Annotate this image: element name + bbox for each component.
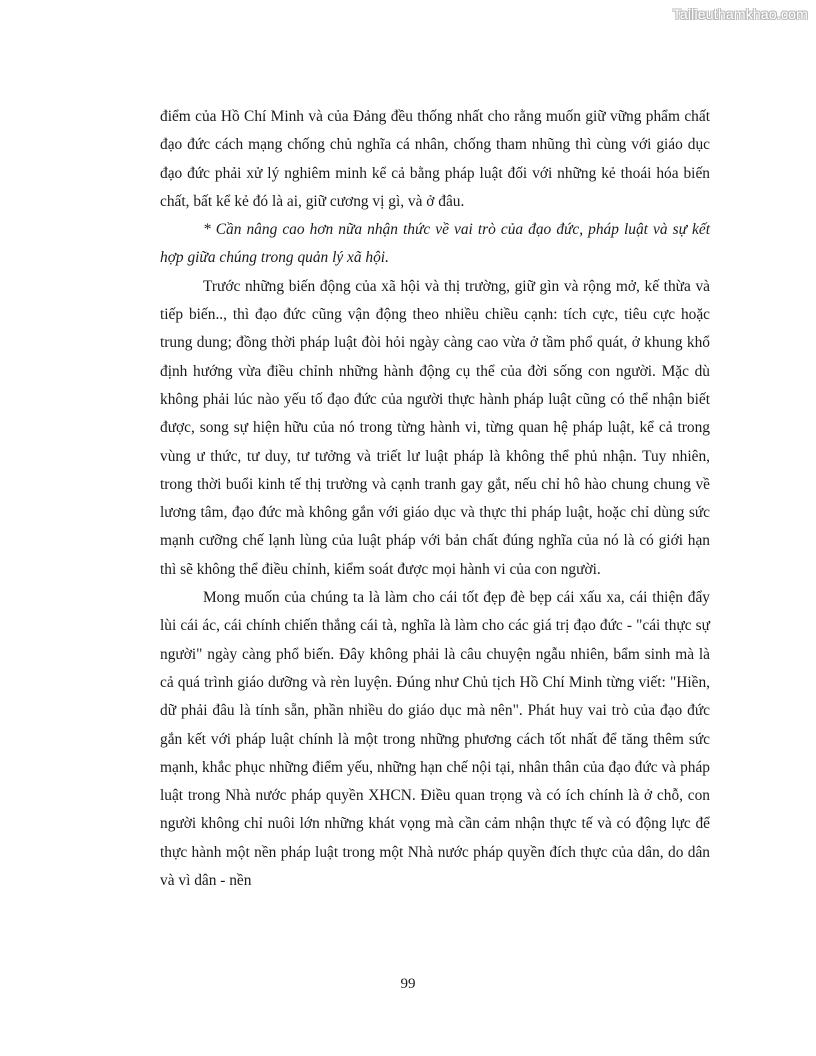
document-body [160, 103, 710, 895]
paragraph-continuation: điểm của Hồ Chí Minh và của Đảng đều thống nhất cho rằng muốn giữ vững phẩm chất đạo đức cách mạng chống chủ nghĩa cá nhân, chống tham nhũng thì cùng với giáo dục đạo đức phải xử lý nghiêm minh kể cả bằng pháp luật đối với những kẻ thoái hóa biến chất, bất kể kẻ đó là ai, giữ cương vị gì, và ở đâu. [160, 108, 710, 210]
watermark-text: Tailieuthamkhao.com [672, 6, 808, 22]
paragraph-body-2: Mong muốn của chúng ta là làm cho cái tốt đẹp đè bẹp cái xấu xa, cái thiện đẩy lùi cái ác, cái chính chiến thắng cái tà, nghĩa là làm cho các giá trị đạo đức - "cái thực sự người" ngày càng phổ biến. Đây không phải là câu chuyện ngẫu nhiên, bẩm sinh mà là cả quá trình giáo dưỡng và rèn luyện. Đúng như Chủ tịch Hồ Chí Minh từng viết: "Hiền, dữ phải đâu là tính sẵn, phần nhiều do giáo dục mà nên". Phát huy vai trò của đạo đức gắn kết với pháp luật chính là một trong những phương cách tốt nhất để tăng thêm sức mạnh, khắc phục những điểm yếu, những hạn chế nội tại, nhân thân của đạo đức và pháp luật trong Nhà nước pháp quyền XHCN. Điều quan trọng và có ích chính là ở chỗ, con người không chỉ nuôi lớn những khát vọng mà cần cảm nhận thực tế và có động lực để thực hành một nền pháp luật trong một Nhà nước pháp quyền đích thực của dân, do dân và vì dân - nền [160, 589, 710, 890]
page-number: 99 [400, 976, 416, 992]
paragraph-italic-heading: * Cần nâng cao hơn nữa nhận thức về vai trò của đạo đức, pháp luật và sự kết hợp giữa chúng trong quản lý xã hội. [160, 221, 710, 267]
paragraph-body-1: Trước những biến động của xã hội và thị trường, giữ gìn và rộng mở, kế thừa và tiếp biến.., thì đạo đức cũng vận động theo nhiều chiều cạnh: tích cực, tiêu cực hoặc trung dung; đồng thời pháp luật đòi hỏi ngày càng cao vừa ở tầm phổ quát, ở khung khổ định hướng vừa điều chỉnh những hành động cụ thể của đời sống con người. Mặc dù không phải lúc nào yếu tố đạo đức của người thực hành pháp luật cũng có thể nhận biết được, song sự hiện hữu của nó trong từng hành vi, từng quan hệ pháp luật, kể cả trong vùng ư thức, tư duy, tư tưởng và triết lư luật pháp là không thể phủ nhận. Tuy nhiên, trong thời buổi kinh tế thị trường và cạnh tranh gay gắt, nếu chỉ hô hào chung chung về lương tâm, đạo đức mà không gắn với giáo dục và thực thi pháp luật, hoặc chỉ dùng sức mạnh cưỡng chế lạnh lùng của luật pháp với bản chất đúng nghĩa của nó là có giới hạn thì sẽ không thể điều chỉnh, kiểm soát được mọi hành vi của con người. [160, 277, 710, 578]
